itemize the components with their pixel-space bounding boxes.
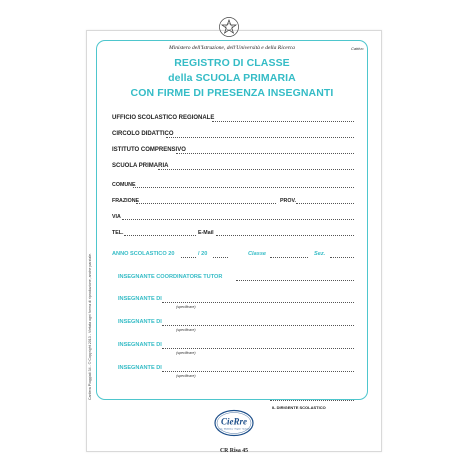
prov-label: PROV. <box>280 198 296 204</box>
logo-tagline-text: Carta · Modulistica · Registri · Scolastici <box>218 428 250 431</box>
insegnante-label-3: INSEGNANTE DI <box>118 342 162 348</box>
insegnante-line-4[interactable] <box>162 371 354 372</box>
anno-start-line[interactable] <box>181 257 196 258</box>
insegnante-line-2[interactable] <box>162 325 354 326</box>
via-line[interactable] <box>122 219 354 220</box>
copyright-side-text: Cartiera Pioggiati 34 - © Copyright 2013 - Vietata ogni forma di riproduzione, anche parziale. <box>88 252 92 400</box>
insegnante-line-1[interactable] <box>162 302 354 303</box>
signature-line[interactable] <box>270 400 354 401</box>
italian-republic-emblem-icon <box>218 16 240 38</box>
anno-sep: / 20 <box>198 251 208 257</box>
coordinator-line[interactable] <box>236 280 354 281</box>
specifica-note-3: (specificare) <box>176 351 196 355</box>
insegnante-label-4: INSEGNANTE DI <box>118 365 162 371</box>
coordinator-label: INSEGNANTE COORDINATORE TUTOR <box>118 274 223 280</box>
prov-line[interactable] <box>296 203 354 204</box>
circolo-line[interactable] <box>166 137 354 138</box>
title-line-2: della SCUOLA PRIMARIA <box>168 72 296 84</box>
comune-label: COMUNE <box>112 182 136 188</box>
scuola-line[interactable] <box>158 169 354 170</box>
email-line[interactable] <box>216 235 354 236</box>
specifica-note-4: (specificare) <box>176 374 196 378</box>
insegnante-line-3[interactable] <box>162 348 354 349</box>
logo-brand-text: CieRre <box>221 416 247 427</box>
frazione-label: FRAZIONE <box>112 198 140 204</box>
insegnante-label-1: INSEGNANTE DI <box>118 296 162 302</box>
email-label: E-Mail <box>198 230 214 236</box>
specifica-note-2: (specificare) <box>176 328 196 332</box>
frazione-line[interactable] <box>136 203 276 204</box>
scuola-label: SCUOLA PRIMARIA <box>112 163 169 169</box>
classe-label: Classe <box>248 251 267 257</box>
tel-line[interactable] <box>124 235 196 236</box>
comune-line[interactable] <box>133 187 354 188</box>
istituto-line[interactable] <box>176 153 354 154</box>
ufficio-label: UFFICIO SCOLASTICO REGIONALE <box>112 115 215 121</box>
cierre-logo <box>214 409 254 437</box>
sez-label: Sez. <box>314 251 326 257</box>
istituto-label: ISTITUTO COMPRENSIVO <box>112 147 186 153</box>
title-line-1: REGISTRO DI CLASSE <box>174 57 290 69</box>
classe-line[interactable] <box>270 257 308 258</box>
circolo-label: CIRCOLO DIDATTICO <box>112 131 174 137</box>
anno-end-line[interactable] <box>213 257 228 258</box>
title-line-3: CON FIRME DI PRESENZA INSEGNANTI <box>130 87 334 99</box>
tel-label: TEL. <box>112 230 124 236</box>
via-label: VIA <box>112 214 121 220</box>
sez-line[interactable] <box>330 257 354 258</box>
insegnante-label-2: INSEGNANTE DI <box>118 319 162 325</box>
form-code-top: Cattivo <box>351 46 364 51</box>
anno-label: ANNO SCOLASTICO 20 <box>112 251 175 257</box>
specifica-note-1: (specificare) <box>176 305 196 309</box>
ufficio-line[interactable] <box>212 121 354 122</box>
signature-label: IL DIRIGENTE SCOLASTICO <box>272 405 326 410</box>
ministry-heading: Ministero dell'Istruzione, dell'Università e della Ricerca <box>169 45 295 51</box>
product-code: CR Risa 45 <box>219 448 249 454</box>
